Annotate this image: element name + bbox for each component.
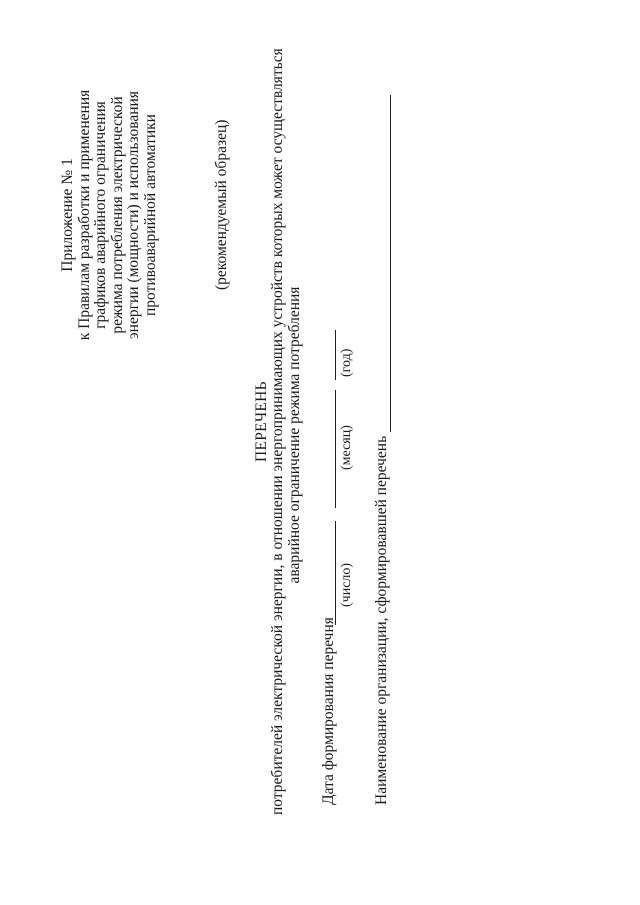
appendix-line: к Правилам разработки и применения xyxy=(75,89,93,341)
day-entry-line[interactable] xyxy=(335,521,336,625)
appendix-line: режима потребления электрической xyxy=(108,96,126,334)
appendix-line: энергии (мощности) и использования xyxy=(125,91,142,339)
appendix-line: графиков аварийного ограничения xyxy=(92,101,109,329)
organization-field-label: Наименование организации, сформировавшей перечень xyxy=(373,435,390,805)
subtitle-line-1: потребителей электрической энергии, в отношении энергопринимающих устройств которых может осуществляться xyxy=(269,48,286,815)
document-subtitle xyxy=(269,48,303,815)
appendix-line: Приложение № 1 xyxy=(59,158,76,272)
year-caption: (год) xyxy=(339,348,354,377)
subtitle-line-2: аварийное ограничение режима потребления xyxy=(285,286,303,584)
organization-entry-line[interactable] xyxy=(390,95,391,432)
year-entry-line[interactable] xyxy=(335,330,336,380)
document-title: ПЕРЕЧЕНЬ xyxy=(253,381,270,462)
day-caption: (число) xyxy=(339,562,354,607)
month-entry-line[interactable] xyxy=(335,390,336,508)
date-field-label: Дата формирования перечня xyxy=(320,617,337,805)
month-caption: (месяц) xyxy=(339,425,354,470)
appendix-block xyxy=(60,65,159,365)
appendix-line: противоаварийной автоматики xyxy=(141,114,159,316)
recommended-sample-note: (рекомендуемый образец) xyxy=(213,119,230,290)
